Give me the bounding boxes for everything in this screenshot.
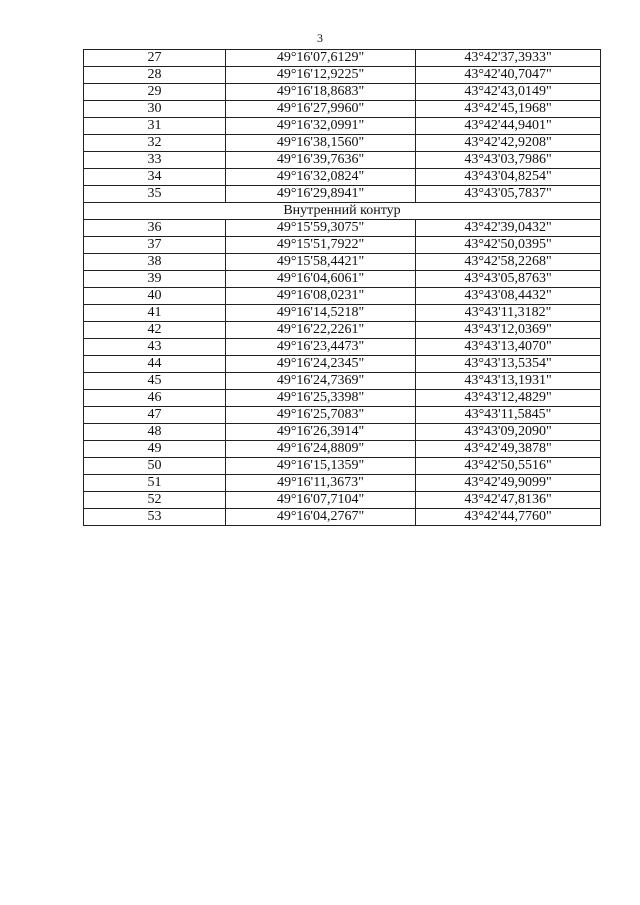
- latitude-cell: 49°16'38,1560": [226, 135, 416, 152]
- table-row: [84, 254, 601, 271]
- table-row: [84, 373, 601, 390]
- outer-contour-rows: [84, 50, 601, 203]
- latitude-cell: 49°16'15,1359": [226, 458, 416, 475]
- point-number-cell: 35: [84, 186, 226, 203]
- latitude-cell: 49°16'32,0824": [226, 169, 416, 186]
- table-row: [84, 220, 601, 237]
- longitude-cell: 43°43'05,8763": [416, 271, 601, 288]
- table-row: [84, 169, 601, 186]
- table-row: [84, 288, 601, 305]
- point-number-cell: 31: [84, 118, 226, 135]
- longitude-cell: 43°42'37,3933": [416, 50, 601, 67]
- table-row: [84, 424, 601, 441]
- point-number-cell: 32: [84, 135, 226, 152]
- latitude-cell: 49°16'25,7083": [226, 407, 416, 424]
- longitude-cell: 43°43'11,5845": [416, 407, 601, 424]
- latitude-cell: 49°16'14,5218": [226, 305, 416, 322]
- latitude-cell: 49°16'24,7369": [226, 373, 416, 390]
- section-row: [84, 203, 601, 220]
- point-number-cell: 46: [84, 390, 226, 407]
- longitude-cell: 43°43'04,8254": [416, 169, 601, 186]
- point-number-cell: 40: [84, 288, 226, 305]
- section-title: Внутренний контур: [84, 203, 601, 220]
- latitude-cell: 49°16'29,8941": [226, 186, 416, 203]
- longitude-cell: 43°42'49,3878": [416, 441, 601, 458]
- point-number-cell: 48: [84, 424, 226, 441]
- point-number-cell: 51: [84, 475, 226, 492]
- latitude-cell: 49°15'51,7922": [226, 237, 416, 254]
- table-row: [84, 237, 601, 254]
- latitude-cell: 49°16'23,4473": [226, 339, 416, 356]
- latitude-cell: 49°16'27,9960": [226, 101, 416, 118]
- point-number-cell: 47: [84, 407, 226, 424]
- point-number-cell: 52: [84, 492, 226, 509]
- page-number: 3: [317, 31, 323, 45]
- latitude-cell: 49°15'59,3075": [226, 220, 416, 237]
- latitude-cell: 49°16'24,8809": [226, 441, 416, 458]
- longitude-cell: 43°42'44,7760": [416, 509, 601, 526]
- longitude-cell: 43°42'44,9401": [416, 118, 601, 135]
- longitude-cell: 43°43'12,0369": [416, 322, 601, 339]
- latitude-cell: 49°16'18,8683": [226, 84, 416, 101]
- point-number-cell: 33: [84, 152, 226, 169]
- point-number-cell: 49: [84, 441, 226, 458]
- table-row: [84, 441, 601, 458]
- longitude-cell: 43°43'13,4070": [416, 339, 601, 356]
- point-number-cell: 44: [84, 356, 226, 373]
- longitude-cell: 43°43'03,7986": [416, 152, 601, 169]
- table-row: [84, 135, 601, 152]
- point-number-cell: 27: [84, 50, 226, 67]
- table-row: [84, 50, 601, 67]
- point-number-cell: 30: [84, 101, 226, 118]
- latitude-cell: 49°16'39,7636": [226, 152, 416, 169]
- longitude-cell: 43°43'05,7837": [416, 186, 601, 203]
- table-row: [84, 186, 601, 203]
- table-row: [84, 271, 601, 288]
- point-number-cell: 38: [84, 254, 226, 271]
- table-row: [84, 458, 601, 475]
- point-number-cell: 28: [84, 67, 226, 84]
- point-number-cell: 39: [84, 271, 226, 288]
- longitude-cell: 43°42'39,0432": [416, 220, 601, 237]
- longitude-cell: 43°42'50,5516": [416, 458, 601, 475]
- table-row: [84, 101, 601, 118]
- longitude-cell: 43°42'42,9208": [416, 135, 601, 152]
- table-row: [84, 390, 601, 407]
- point-number-cell: 42: [84, 322, 226, 339]
- longitude-cell: 43°42'49,9099": [416, 475, 601, 492]
- longitude-cell: 43°43'12,4829": [416, 390, 601, 407]
- longitude-cell: 43°42'43,0149": [416, 84, 601, 101]
- longitude-cell: 43°42'47,8136": [416, 492, 601, 509]
- latitude-cell: 49°16'32,0991": [226, 118, 416, 135]
- longitude-cell: 43°42'58,2268": [416, 254, 601, 271]
- longitude-cell: 43°43'13,5354": [416, 356, 601, 373]
- point-number-cell: 53: [84, 509, 226, 526]
- latitude-cell: 49°16'04,6061": [226, 271, 416, 288]
- table-row: [84, 492, 601, 509]
- point-number-cell: 41: [84, 305, 226, 322]
- latitude-cell: 49°16'07,7104": [226, 492, 416, 509]
- longitude-cell: 43°42'40,7047": [416, 67, 601, 84]
- latitude-cell: 49°16'11,3673": [226, 475, 416, 492]
- coordinates-table: [83, 49, 601, 526]
- point-number-cell: 43: [84, 339, 226, 356]
- latitude-cell: 49°16'04,2767": [226, 509, 416, 526]
- longitude-cell: 43°43'11,3182": [416, 305, 601, 322]
- latitude-cell: 49°15'58,4421": [226, 254, 416, 271]
- inner-contour-rows: [84, 220, 601, 526]
- point-number-cell: 50: [84, 458, 226, 475]
- table-row: [84, 84, 601, 101]
- table-row: [84, 67, 601, 84]
- point-number-cell: 29: [84, 84, 226, 101]
- section-header: [84, 203, 601, 220]
- latitude-cell: 49°16'25,3398": [226, 390, 416, 407]
- longitude-cell: 43°43'08,4432": [416, 288, 601, 305]
- table-row: [84, 118, 601, 135]
- table-row: [84, 509, 601, 526]
- point-number-cell: 36: [84, 220, 226, 237]
- table-row: [84, 407, 601, 424]
- table-row: [84, 305, 601, 322]
- longitude-cell: 43°43'09,2090": [416, 424, 601, 441]
- table-row: [84, 339, 601, 356]
- table-row: [84, 322, 601, 339]
- longitude-cell: 43°42'45,1968": [416, 101, 601, 118]
- latitude-cell: 49°16'07,6129": [226, 50, 416, 67]
- table-row: [84, 152, 601, 169]
- point-number-cell: 45: [84, 373, 226, 390]
- table-row: [84, 475, 601, 492]
- latitude-cell: 49°16'12,9225": [226, 67, 416, 84]
- table-row: [84, 356, 601, 373]
- point-number-cell: 34: [84, 169, 226, 186]
- latitude-cell: 49°16'22,2261": [226, 322, 416, 339]
- latitude-cell: 49°16'24,2345": [226, 356, 416, 373]
- latitude-cell: 49°16'08,0231": [226, 288, 416, 305]
- latitude-cell: 49°16'26,3914": [226, 424, 416, 441]
- point-number-cell: 37: [84, 237, 226, 254]
- longitude-cell: 43°42'50,0395": [416, 237, 601, 254]
- longitude-cell: 43°43'13,1931": [416, 373, 601, 390]
